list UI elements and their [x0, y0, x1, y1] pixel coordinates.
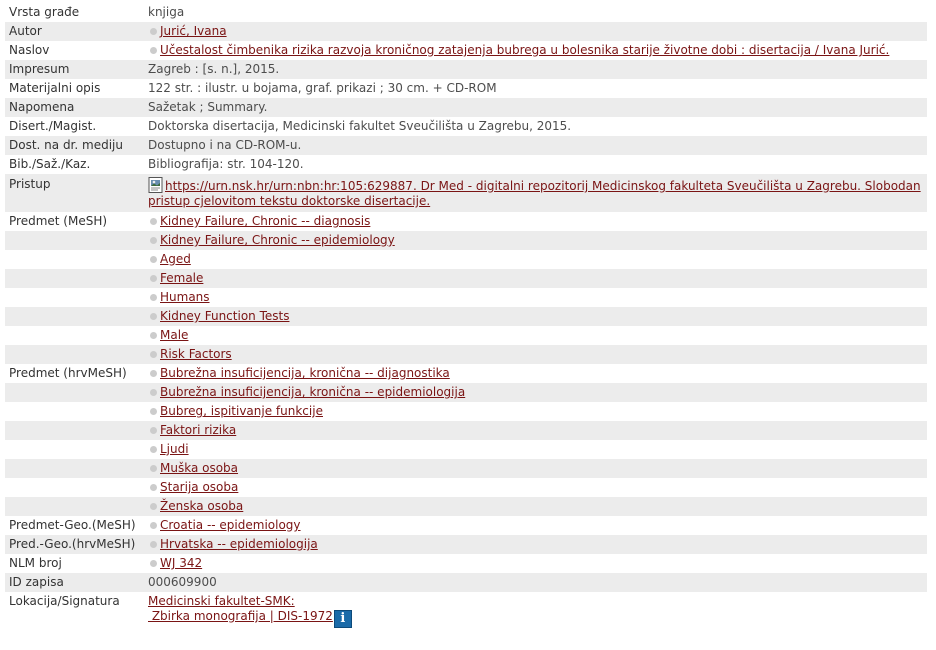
row-materijalni-opis: [5, 79, 927, 98]
field-label: Impresum: [5, 60, 145, 79]
mesh-subject-link[interactable]: Aged: [160, 252, 191, 266]
row-hrvmesh-2: [5, 402, 927, 421]
field-value: Doktorska disertacija, Medicinski fakultet Sveučilišta u Zagrebu, 2015.: [148, 119, 572, 133]
field-label: Napomena: [5, 98, 145, 117]
hrvmesh-subject-link[interactable]: Muška osoba: [160, 461, 239, 475]
bullet-icon: [150, 370, 157, 377]
title-link[interactable]: Učestalost čimbenika rizika razvoja kroničnog zatajenja bubrega u bolesnika starije životne dobi : disertacija / Ivana Jurić.: [160, 43, 890, 57]
bullet-icon: [150, 351, 157, 358]
row-nlm: [5, 554, 927, 573]
bullet-icon: [150, 484, 157, 491]
row-naslov: [5, 41, 927, 60]
bullet-icon: [150, 237, 157, 244]
hrvmesh-subject-link[interactable]: Faktori rizika: [160, 423, 237, 437]
mesh-subject-link[interactable]: Risk Factors: [160, 347, 232, 361]
field-value: Bibliografija: str. 104-120.: [148, 157, 304, 171]
row-hrvmesh-6: [5, 478, 927, 497]
field-label: Pred.-Geo.(hrvMeSH): [5, 535, 145, 554]
bullet-icon: [150, 427, 157, 434]
mesh-subject-link[interactable]: Female: [160, 271, 204, 285]
field-value: 122 str. : ilustr. u bojama, graf. prikazi ; 30 cm. + CD-ROM: [148, 81, 497, 95]
nlm-number-link[interactable]: WJ 342: [160, 556, 203, 570]
row-disert: [5, 117, 927, 136]
bullet-icon: [150, 541, 157, 548]
info-icon[interactable]: i: [334, 610, 352, 628]
author-link[interactable]: Jurić, Ivana: [160, 24, 227, 38]
bullet-icon: [150, 446, 157, 453]
bullet-icon: [150, 560, 157, 567]
row-geo-hrv: [5, 535, 927, 554]
bullet-icon: [150, 294, 157, 301]
row-hrvmesh-3: [5, 421, 927, 440]
mesh-subject-link[interactable]: Humans: [160, 290, 210, 304]
field-label: Dost. na dr. mediju: [5, 136, 145, 155]
row-mesh-5: [5, 307, 927, 326]
bullet-icon: [150, 313, 157, 320]
field-label: ID zapisa: [5, 573, 145, 592]
bullet-icon: [150, 256, 157, 263]
row-mesh-2: [5, 250, 927, 269]
bullet-icon: [150, 218, 157, 225]
hrvmesh-subject-link[interactable]: Ljudi: [160, 442, 189, 456]
field-value: 000609900: [145, 573, 927, 592]
field-label: Disert./Magist.: [9, 119, 97, 133]
row-geo-mesh: [5, 516, 927, 535]
row-hrvmesh-0: [5, 364, 927, 383]
row-pristup: [5, 174, 927, 212]
row-hrvmesh-1: [5, 383, 927, 402]
mesh-subject-link[interactable]: Kidney Function Tests: [160, 309, 290, 323]
field-label: Predmet-Geo.(MeSH): [9, 518, 136, 532]
field-label: Materijalni opis: [9, 81, 101, 95]
row-mesh-4: [5, 288, 927, 307]
row-mesh-7: [5, 345, 927, 364]
geo-hrv-link[interactable]: Hrvatska -- epidemiologija: [160, 537, 318, 551]
bullet-icon: [150, 275, 157, 282]
bullet-icon: [150, 465, 157, 472]
row-hrvmesh-4: [5, 440, 927, 459]
field-label: Vrsta građe: [9, 5, 80, 19]
bullet-icon: [150, 28, 157, 35]
field-value: Zagreb : [s. n.], 2015.: [145, 60, 927, 79]
row-dost: [5, 136, 927, 155]
field-label: Lokacija/Signatura: [9, 594, 120, 608]
row-lokacija: [5, 592, 927, 630]
row-vrsta-grade: [5, 3, 927, 22]
mesh-subject-link[interactable]: Male: [160, 328, 189, 342]
field-label: Predmet (hrvMeSH): [9, 366, 127, 380]
hrvmesh-subject-link[interactable]: Bubreg, ispitivanje funkcije: [160, 404, 323, 418]
repository-access-link[interactable]: https://urn.nsk.hr/urn:nbn:hr:105:629887. Dr Med - digitalni repozitorij Medicinskog fakulteta Sveučilišta u Zagrebu. Slobodan pristup cjelovitom tekstu doktorske disertacije.: [148, 179, 921, 208]
row-napomena: [5, 98, 927, 117]
mesh-subject-link[interactable]: Kidney Failure, Chronic -- diagnosis: [160, 214, 371, 228]
row-bib: [5, 155, 927, 174]
field-value: Sažetak ; Summary.: [145, 98, 927, 117]
bibliographic-record-table: [5, 3, 927, 630]
field-label: Bib./Saž./Kaz.: [9, 157, 91, 171]
hrvmesh-subject-link[interactable]: Bubrežna insuficijencija, kronična -- dijagnostika: [160, 366, 450, 380]
bullet-icon: [150, 408, 157, 415]
call-number-link[interactable]: Zbirka monografija | DIS-1972: [148, 609, 333, 623]
bullet-icon: [150, 332, 157, 339]
field-label: Naslov: [9, 43, 50, 57]
row-mesh-1: [5, 231, 927, 250]
row-impresum: [5, 60, 927, 79]
row-hrvmesh-5: [5, 459, 927, 478]
hrvmesh-subject-link[interactable]: Bubrežna insuficijencija, kronična -- epidemiologija: [160, 385, 466, 399]
hrvmesh-subject-link[interactable]: Ženska osoba: [160, 499, 244, 513]
field-label: Autor: [5, 22, 145, 41]
row-mesh-6: [5, 326, 927, 345]
field-label: NLM broj: [9, 556, 62, 570]
field-value: knjiga: [148, 5, 185, 19]
field-value: Dostupno i na CD-ROM-u.: [145, 136, 927, 155]
row-hrvmesh-7: [5, 497, 927, 516]
field-label: Pristup: [5, 174, 145, 212]
bullet-icon: [150, 389, 157, 396]
row-id: [5, 573, 927, 592]
bullet-icon: [150, 522, 157, 529]
geo-mesh-link[interactable]: Croatia -- epidemiology: [160, 518, 301, 532]
bullet-icon: [150, 47, 157, 54]
field-label: Predmet (MeSH): [9, 214, 108, 228]
hrvmesh-subject-link[interactable]: Starija osoba: [160, 480, 239, 494]
row-autor: [5, 22, 927, 41]
location-link[interactable]: Medicinski fakultet-SMK:: [148, 594, 295, 608]
row-mesh-0: [5, 212, 927, 231]
bullet-icon: [150, 503, 157, 510]
document-icon: [148, 177, 164, 193]
row-mesh-3: [5, 269, 927, 288]
mesh-subject-link[interactable]: Kidney Failure, Chronic -- epidemiology: [160, 233, 395, 247]
